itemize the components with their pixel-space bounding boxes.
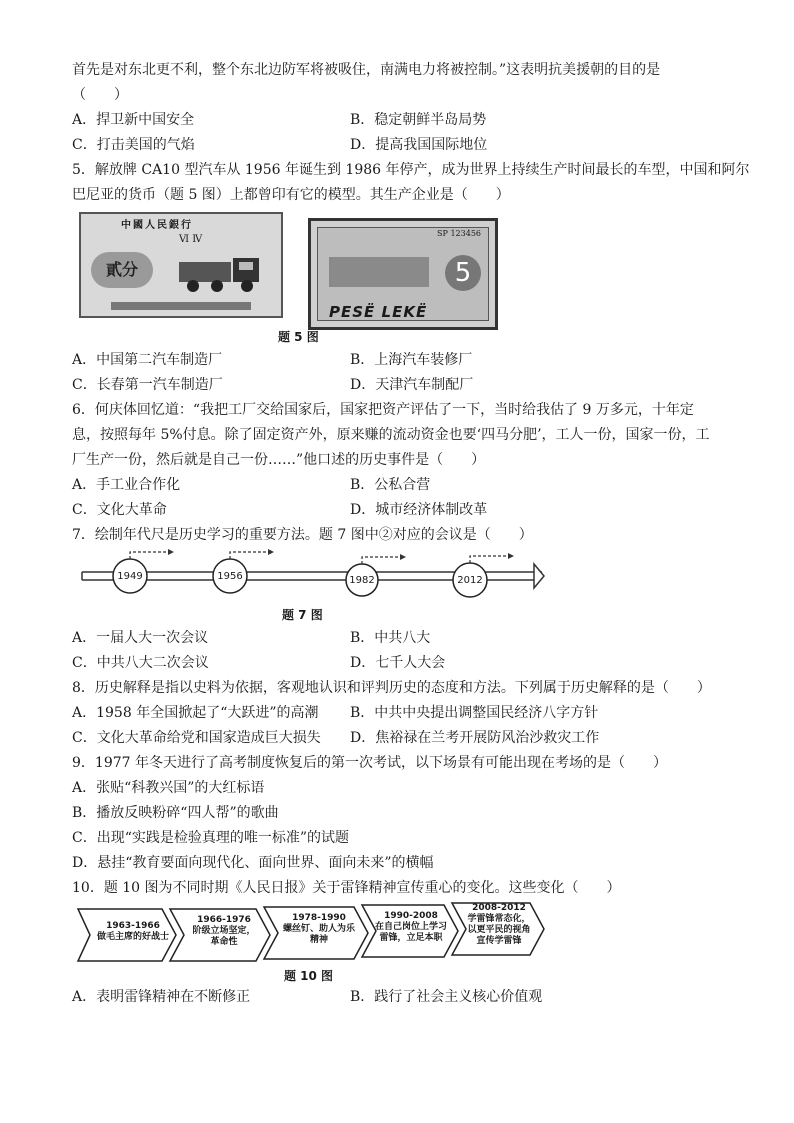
q6-stem-line1: 6．何庆体回忆道：“我把工厂交给国家后，国家把资产评估了一下，当时给我估了 9 万多元，十年定 — [72, 402, 694, 418]
q7-option-b[interactable]: B．中共八大 — [350, 630, 431, 646]
stage-2008-2012 — [460, 903, 538, 947]
q8-option-c[interactable]: C．文化大革命给党和国家造成巨大损失 — [72, 730, 321, 746]
exam-page — [72, 58, 750, 1010]
q7-option-a[interactable]: A．一届人大一次会议 — [72, 630, 209, 646]
timeline-year-1956: 1956 — [217, 571, 243, 582]
stage-1990-2008 — [370, 911, 452, 944]
figure-5-caption: 题 5 图 — [278, 330, 319, 344]
stage-text: 阶级立场坚定， — [192, 926, 256, 936]
timeline-year-2012: 2012 — [457, 575, 483, 586]
stage-period: 2008-2012 — [472, 903, 526, 913]
q8-stem: 8．历史解释是指以史料为依据，客观地认识和评判历史的态度和方法。下列属于历史解释的是（ ） — [72, 680, 711, 696]
q9-option-b[interactable]: B．播放反映粉碎“四人帮”的歌曲 — [72, 805, 279, 821]
truck-scene-image — [329, 257, 429, 287]
stage-1966-1976 — [184, 915, 264, 948]
banknote-roman-numerals: Ⅵ Ⅳ — [179, 234, 203, 245]
stage-text: 学雷锋常态化， — [467, 914, 531, 924]
q4-options-row2 — [72, 133, 732, 158]
stage-period: 1978-1990 — [292, 913, 346, 923]
stage-text: 宣传学雷锋 — [476, 936, 522, 946]
q6-option-d[interactable]: D．城市经济体制改革 — [350, 502, 488, 518]
figure-10-chevrons — [72, 901, 732, 985]
stage-text: 做毛主席的好战士 — [96, 932, 169, 942]
albanian-banknote-image — [308, 218, 498, 330]
banknote-number: 5 — [445, 255, 481, 291]
figure-7-caption: 题 7 图 — [282, 608, 323, 622]
banknote-bank-name: 中國人民銀行 — [121, 220, 193, 231]
stage-1978-1990 — [276, 913, 362, 946]
q5-option-b[interactable]: B．上海汽车装修厂 — [350, 352, 473, 368]
q7-stem: 7．绘制年代尺是历史学习的重要方法。题 7 图中②对应的会议是（ ） — [72, 527, 533, 543]
q9-option-d[interactable]: D．悬挂“教育要面向现代化、面向世界、面向未来”的横幅 — [72, 855, 434, 871]
q7-options-row1 — [72, 626, 732, 651]
q8-option-b[interactable]: B．中共中央提出调整国民经济八字方针 — [350, 705, 599, 721]
banknote-bottom-band — [111, 302, 251, 310]
q10-option-a[interactable]: A．表明雷锋精神在不断修正 — [72, 989, 251, 1005]
q6-stem-line3: 厂生产一份，然后就是自己一份……”他口述的历史事件是（ ） — [72, 452, 486, 468]
stage-text: 以更平民的视角 — [467, 925, 531, 935]
banknote-denomination: 貳分 — [91, 252, 153, 288]
stage-text: 雷锋，立足本职 — [379, 933, 443, 943]
q5-options-row2 — [72, 373, 732, 398]
q5-stem-line1: 5．解放牌 CA10 型汽车从 1956 年诞生到 1986 年停产，成为世界上持续生产时间最长的车型，中国和阿尔 — [72, 162, 750, 178]
truck-icon — [177, 254, 267, 294]
q7-option-c[interactable]: C．中共八大二次会议 — [72, 655, 209, 671]
chinese-banknote-image — [79, 212, 283, 318]
banknote-serial: SP 123456 — [437, 229, 481, 238]
q4-option-d[interactable]: D．提高我国国际地位 — [350, 137, 488, 153]
q7-option-d[interactable]: D．七千人大会 — [350, 655, 446, 671]
banknote-lek-text: PESË LEKË — [329, 303, 428, 321]
stage-text: 螺丝钉、助人为乐 — [282, 924, 355, 934]
q6-options-row2 — [72, 498, 732, 523]
q6-option-a[interactable]: A．手工业合作化 — [72, 477, 181, 493]
q9-option-c[interactable]: C．出现“实践是检验真理的唯一标准”的试题 — [72, 830, 350, 846]
q6-option-b[interactable]: B．公私合营 — [350, 477, 431, 493]
q8-options-row2 — [72, 726, 732, 751]
stage-period: 1990-2008 — [384, 911, 438, 921]
q7-options-row2 — [72, 651, 732, 676]
stage-text: 在自己岗位上学习 — [374, 922, 447, 932]
stage-1963-1966 — [94, 921, 172, 943]
stage-period: 1963-1966 — [106, 921, 160, 931]
q5-stem-line2: 巴尼亚的货币（题 5 图）上都曾印有它的模型。其生产企业是（ ） — [72, 187, 510, 203]
q4-option-b[interactable]: B．稳定朝鲜半岛局势 — [350, 112, 487, 128]
stage-period: 1966-1976 — [197, 915, 251, 925]
q8-options-row1 — [72, 701, 732, 726]
figure-10-caption: 题 10 图 — [284, 969, 334, 983]
stage-text: 革命性 — [210, 937, 238, 947]
q5-option-d[interactable]: D．天津汽车制配厂 — [350, 377, 474, 393]
q5-option-a[interactable]: A．中国第二汽车制造厂 — [72, 352, 223, 368]
q9-option-a[interactable]: A．张贴“科教兴国”的大红标语 — [72, 780, 265, 796]
timeline-year-1949: 1949 — [117, 571, 143, 582]
q6-option-c[interactable]: C．文化大革命 — [72, 502, 167, 518]
q10-options-row1 — [72, 985, 732, 1010]
stage-text: 精神 — [309, 935, 328, 945]
q8-option-d[interactable]: D．焦裕禄在兰考开展防风治沙救灾工作 — [350, 730, 600, 746]
q4-option-a[interactable]: A．捍卫新中国安全 — [72, 112, 195, 128]
q9-stem: 9．1977 年冬天进行了高考制度恢复后的第一次考试，以下场景有可能出现在考场的是（ ） — [72, 755, 667, 771]
q4-answer-paren: （ ） — [72, 87, 128, 103]
q10-option-b[interactable]: B．践行了社会主义核心价值观 — [350, 989, 543, 1005]
q5-option-c[interactable]: C．长春第一汽车制造厂 — [72, 377, 223, 393]
figure-5 — [72, 208, 732, 348]
q6-stem-line2: 息，按照每年 5%付息。除了固定资产外，原来赚的流动资金也要‘四马分肥’，工人一份，国家一份，工 — [72, 427, 710, 443]
q6-options-row1 — [72, 473, 732, 498]
figure-7-timeline — [72, 548, 732, 626]
q10-stem: 10．题 10 图为不同时期《人民日报》关于雷锋精神宣传重心的变化。这些变化（ ） — [72, 880, 621, 896]
q8-option-a[interactable]: A．1958 年全国掀起了“大跃进”的高潮 — [72, 705, 319, 721]
q5-options-row1 — [72, 348, 732, 373]
q4-stem-tail: 首先是对东北更不利，整个东北边防军将被吸住，南满电力将被控制。”这表明抗美援朝的目的是 — [72, 62, 661, 78]
timeline-year-1982: 1982 — [349, 575, 375, 586]
q4-option-c[interactable]: C．打击美国的气焰 — [72, 137, 195, 153]
q4-options-row1 — [72, 108, 732, 133]
